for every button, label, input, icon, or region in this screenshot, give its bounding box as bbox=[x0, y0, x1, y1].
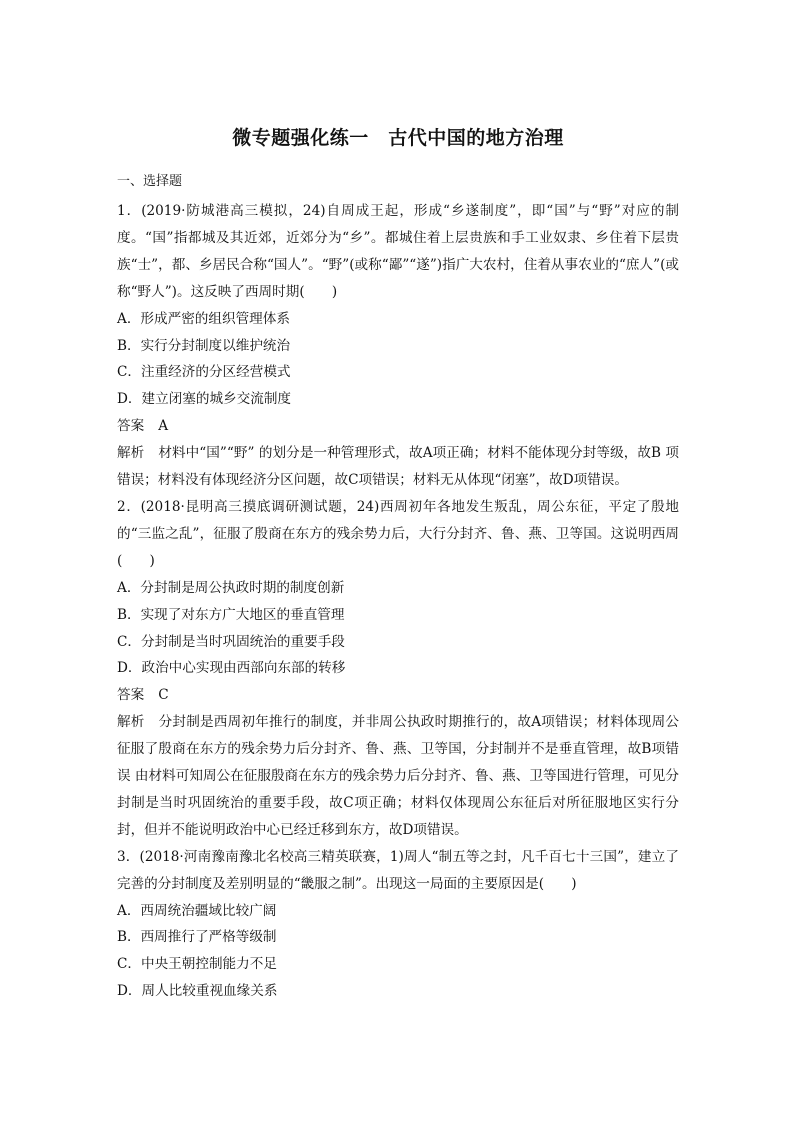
option-a: A．分封制是周公执政时期的制度创新 bbox=[117, 579, 345, 596]
question-2 bbox=[117, 494, 679, 844]
option-c: C．分封制是当时巩固统治的重要手段 bbox=[117, 633, 345, 650]
option-b: B．实现了对东方广大地区的垂直管理 bbox=[117, 606, 345, 623]
option-c: C．中央王朝控制能力不足 bbox=[117, 956, 277, 973]
answer-label: 答案 bbox=[117, 687, 145, 704]
answer-label: 答案 bbox=[117, 418, 145, 435]
section-heading: 一、选择题 bbox=[117, 174, 183, 189]
analysis-text: 分封制是西周初年推行的制度，并非周公执政时期推行的，故A项错误；材料体现周公征服了殷商在东方的残余势力后分封齐、鲁、燕、卫等国，分封制并不是垂直管理，故B项错误 由材料可知周公在征服殷商在东方的残余势力后分封齐、鲁、燕、卫等国进行管理，可见分封制是当时巩固统治的重要手段，故C项正确；材料仅体现周公东征后对所征服地区实行分封，但并不能说明政治中心已经迁移到东方，故D项错误。 bbox=[117, 714, 679, 838]
document-body bbox=[117, 198, 679, 1005]
option-d: D．周人比较重视血缘关系 bbox=[117, 983, 278, 1000]
analysis-text: 材料中“国”“野” 的划分是一种管理形式，故A项正确；材料不能体现分封等级，故B 项错误；材料没有体现经济分区问题，故C项错误；材料无从体现“闭塞”，故D项错误。 bbox=[117, 445, 680, 489]
question-3 bbox=[117, 844, 679, 1005]
page-title: 微专题强化练一 古代中国的地方治理 bbox=[232, 127, 564, 149]
analysis-paragraph bbox=[117, 440, 679, 494]
answer-line bbox=[117, 413, 679, 440]
option-d: D．建立闭塞的城乡交流制度 bbox=[117, 391, 292, 408]
analysis-label: 解析 bbox=[117, 714, 145, 731]
question-stem: 1．(2019·防城港高三模拟，24)自周成王起，形成“乡遂制度”，即“国”与“野”对应的制度。“国”指都城及其近郊，近郊分为“乡”。都城住着上层贵族和手工业奴隶、乡住着下层贵族“士”，都、乡居民合称“国人”。“野”(或称“鄙”“遂”)指广大农村，住着从事农业的“庶人”(或称“野人”)。这反映了西周时期( ) bbox=[117, 203, 679, 300]
question-stem: 2．(2018·昆明高三摸底调研测试题，24)西周初年各地发生叛乱，周公东征，平定了殷地的“三监之乱”，征服了殷商在东方的残余势力后，大行分封齐、鲁、燕、卫等国。这说明西周( ) bbox=[117, 498, 679, 569]
answer-value: A bbox=[158, 418, 169, 435]
option-a: A．形成严密的组织管理体系 bbox=[117, 310, 290, 327]
answer-line bbox=[117, 682, 679, 709]
option-b: B．西周推行了严格等级制 bbox=[117, 929, 277, 946]
option-a: A．西周统治疆域比较广阔 bbox=[117, 902, 277, 919]
question-stem: 3．(2018·河南豫南豫北名校高三精英联赛，1)周人“制五等之封，凡千百七十三国”，建立了完善的分封制度及差别明显的“畿服之制”。出现这一局面的主要原因是( ) bbox=[117, 848, 679, 892]
option-b: B．实行分封制度以维护统治 bbox=[117, 337, 291, 354]
option-c: C．注重经济的分区经营模式 bbox=[117, 364, 291, 381]
option-d: D．政治中心实现由西部向东部的转移 bbox=[117, 660, 346, 677]
analysis-label: 解析 bbox=[117, 445, 145, 462]
question-1 bbox=[117, 198, 679, 494]
analysis-paragraph bbox=[117, 709, 679, 844]
answer-value: C bbox=[158, 687, 169, 704]
